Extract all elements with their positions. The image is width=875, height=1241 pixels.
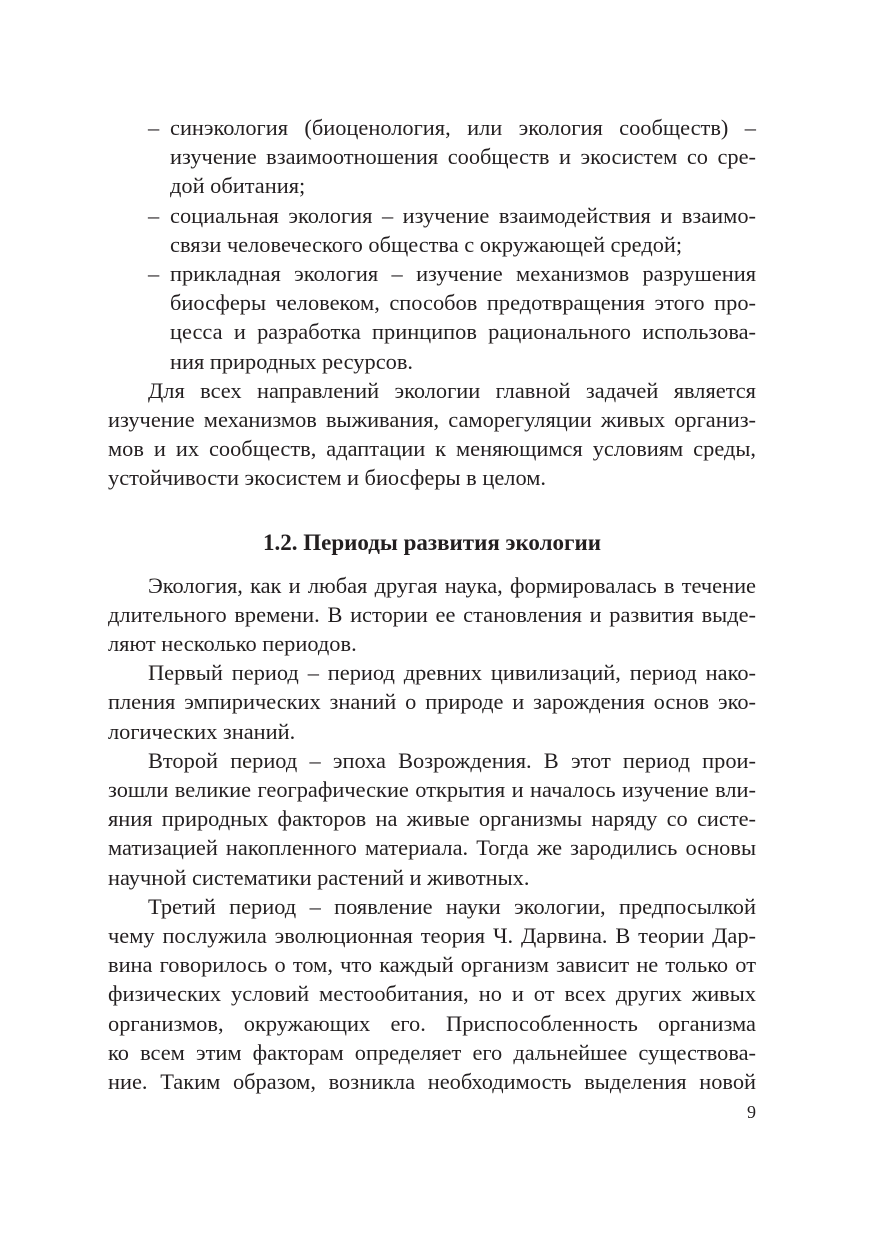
text-line: яния природных факторов на живые организмы наряду со систе- [108, 806, 756, 832]
list-item [108, 113, 756, 201]
text-line: зошли великие географические открытия и началось изучение вли- [108, 777, 756, 803]
text-line: дой обитания; [170, 173, 306, 199]
text-line: Третий период – появление науки экологии, предпосылкой [148, 893, 756, 919]
text-line: чему послужила эволюционная теория Ч. Дарвина. В теории Дар- [108, 923, 756, 949]
text-line: синэкология (биоценология, или экология сообществ) – [170, 115, 756, 140]
paragraph [108, 658, 756, 746]
text-line: пления эмпирических знаний о природе и зарождения основ эко- [108, 689, 756, 715]
paragraph [108, 571, 756, 659]
text-line: ния природных ресурсов. [170, 348, 414, 374]
text-line: изучение взаимоотношения сообществ и экосистем со сре- [170, 144, 756, 170]
text-line: организмов, окружающих его. Приспособленность организма [108, 1010, 756, 1036]
paragraph [108, 892, 756, 1096]
page-content [108, 113, 756, 1096]
text-line: мов и их сообществ, адаптации к меняющимся условиям среды, [108, 436, 756, 462]
text-line: ляют несколько периодов. [108, 631, 357, 657]
text-line: устойчивости экосистем и биосферы в целом. [108, 465, 546, 491]
list-dash: – [148, 115, 160, 140]
list-dash: – [148, 202, 160, 228]
intro-paragraph [108, 376, 756, 493]
list-item [108, 201, 756, 259]
text-line: социальная экология – изучение взаимодействия и взаимо- [170, 202, 756, 228]
text-line: физических условий местообитания, но и от всех других живых [108, 981, 756, 1007]
text-line: логических знаний. [108, 718, 296, 744]
text-line: связи человеческого общества с окружающей средой; [170, 231, 683, 257]
text-line: Второй период – эпоха Возрождения. В этот период прои- [148, 747, 756, 773]
section-heading: 1.2. Периоды развития экологии [263, 529, 601, 555]
text-line: Экология, как и любая другая наука, формировалась в течение [148, 572, 756, 598]
page-number: 9 [747, 1102, 756, 1122]
text-line: матизацией накопленного материала. Тогда же зародились основы [108, 835, 756, 861]
list-item [108, 259, 756, 376]
text-line: ние. Таким образом, возникла необходимость выделения новой [108, 1069, 756, 1095]
text-line: вина говорилось о том, что каждый организм зависит не только от [108, 952, 756, 978]
text-line: длительного времени. В истории ее становления и развития выде- [108, 601, 756, 627]
text-line: биосферы человеком, способов предотвращения этого про- [170, 290, 756, 316]
text-line: научной систематики растений и животных. [108, 864, 530, 890]
text-line: цесса и разработка принципов рационального использова- [170, 319, 756, 345]
text-line: Первый период – период древних цивилизаций, период нако- [148, 660, 756, 686]
text-line: Для всех направлений экологии главной задачей является [148, 377, 756, 403]
list-dash: – [148, 261, 160, 287]
text-line: ко всем этим факторам определяет его дальнейшее существова- [108, 1039, 756, 1065]
ecology-branches-list [108, 113, 756, 376]
text-line: прикладная экология – изучение механизмов разрушения [170, 261, 756, 287]
paragraph [108, 746, 756, 892]
text-line: изучение механизмов выживания, саморегуляции живых организ- [108, 407, 756, 433]
